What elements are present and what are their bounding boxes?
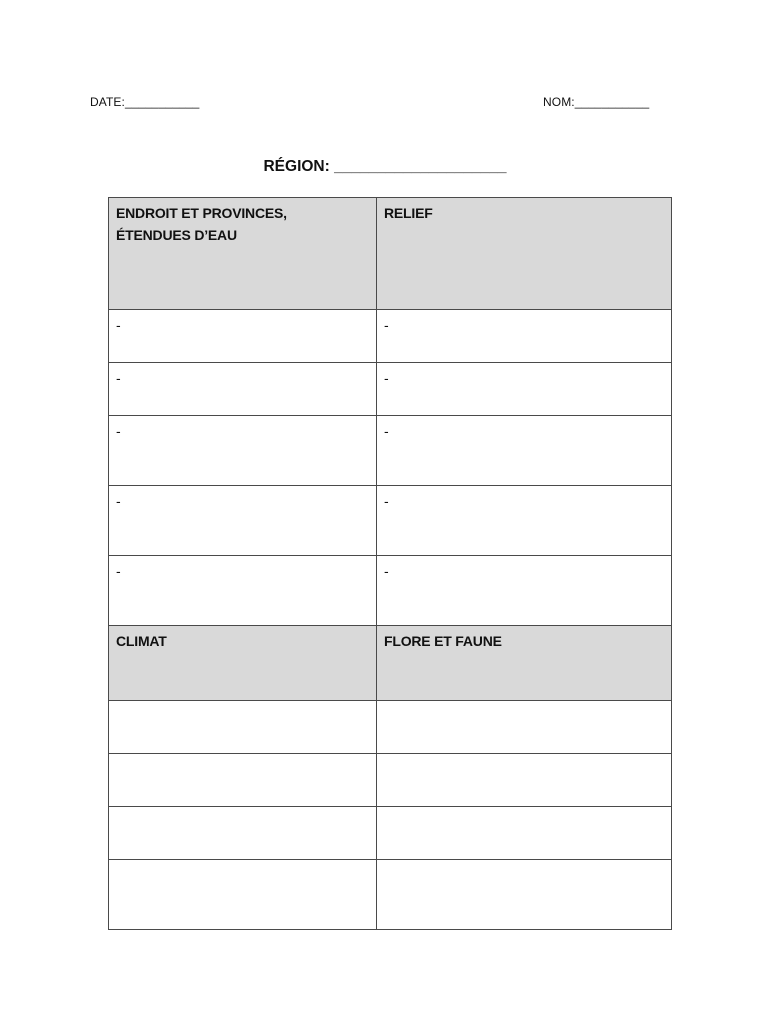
table-row bbox=[109, 807, 672, 860]
table-row bbox=[109, 754, 672, 807]
table-row bbox=[109, 860, 672, 930]
header-cell-climate: CLIMAT bbox=[109, 626, 377, 701]
date-field-label: DATE:___________ bbox=[90, 95, 200, 109]
table-cell[interactable] bbox=[109, 701, 377, 754]
table-cell[interactable]: - bbox=[377, 310, 672, 363]
page-title: RÉGION: ____________________ bbox=[263, 158, 507, 175]
table-cell[interactable] bbox=[377, 807, 672, 860]
table-cell[interactable]: - bbox=[377, 556, 672, 626]
table-cell[interactable]: - bbox=[109, 486, 377, 556]
table-row bbox=[109, 416, 672, 486]
table-cell[interactable]: - bbox=[109, 310, 377, 363]
header-cell-flora-fauna: FLORE ET FAUNE bbox=[377, 626, 672, 701]
table-cell[interactable] bbox=[377, 701, 672, 754]
table-cell[interactable] bbox=[377, 860, 672, 930]
header-cell-relief: RELIEF bbox=[377, 198, 672, 310]
table-row bbox=[109, 310, 672, 363]
table-cell[interactable]: - bbox=[377, 416, 672, 486]
table-cell[interactable] bbox=[109, 860, 377, 930]
name-field-label: NOM:___________ bbox=[543, 95, 650, 109]
table-row bbox=[109, 363, 672, 416]
table-row bbox=[109, 556, 672, 626]
table-header-row bbox=[109, 198, 672, 310]
table-row bbox=[109, 701, 672, 754]
table-cell[interactable]: - bbox=[109, 363, 377, 416]
table-cell[interactable]: - bbox=[377, 363, 672, 416]
worksheet-table bbox=[108, 197, 672, 930]
table-cell[interactable]: - bbox=[377, 486, 672, 556]
table-cell[interactable]: - bbox=[109, 416, 377, 486]
table-cell[interactable]: - bbox=[109, 556, 377, 626]
table-header-row bbox=[109, 626, 672, 701]
table-cell[interactable] bbox=[109, 754, 377, 807]
table-cell[interactable] bbox=[109, 807, 377, 860]
header-cell-location: ENDROIT ET PROVINCES, ÉTENDUES D’EAU bbox=[109, 198, 377, 310]
table-row bbox=[109, 486, 672, 556]
table-cell[interactable] bbox=[377, 754, 672, 807]
